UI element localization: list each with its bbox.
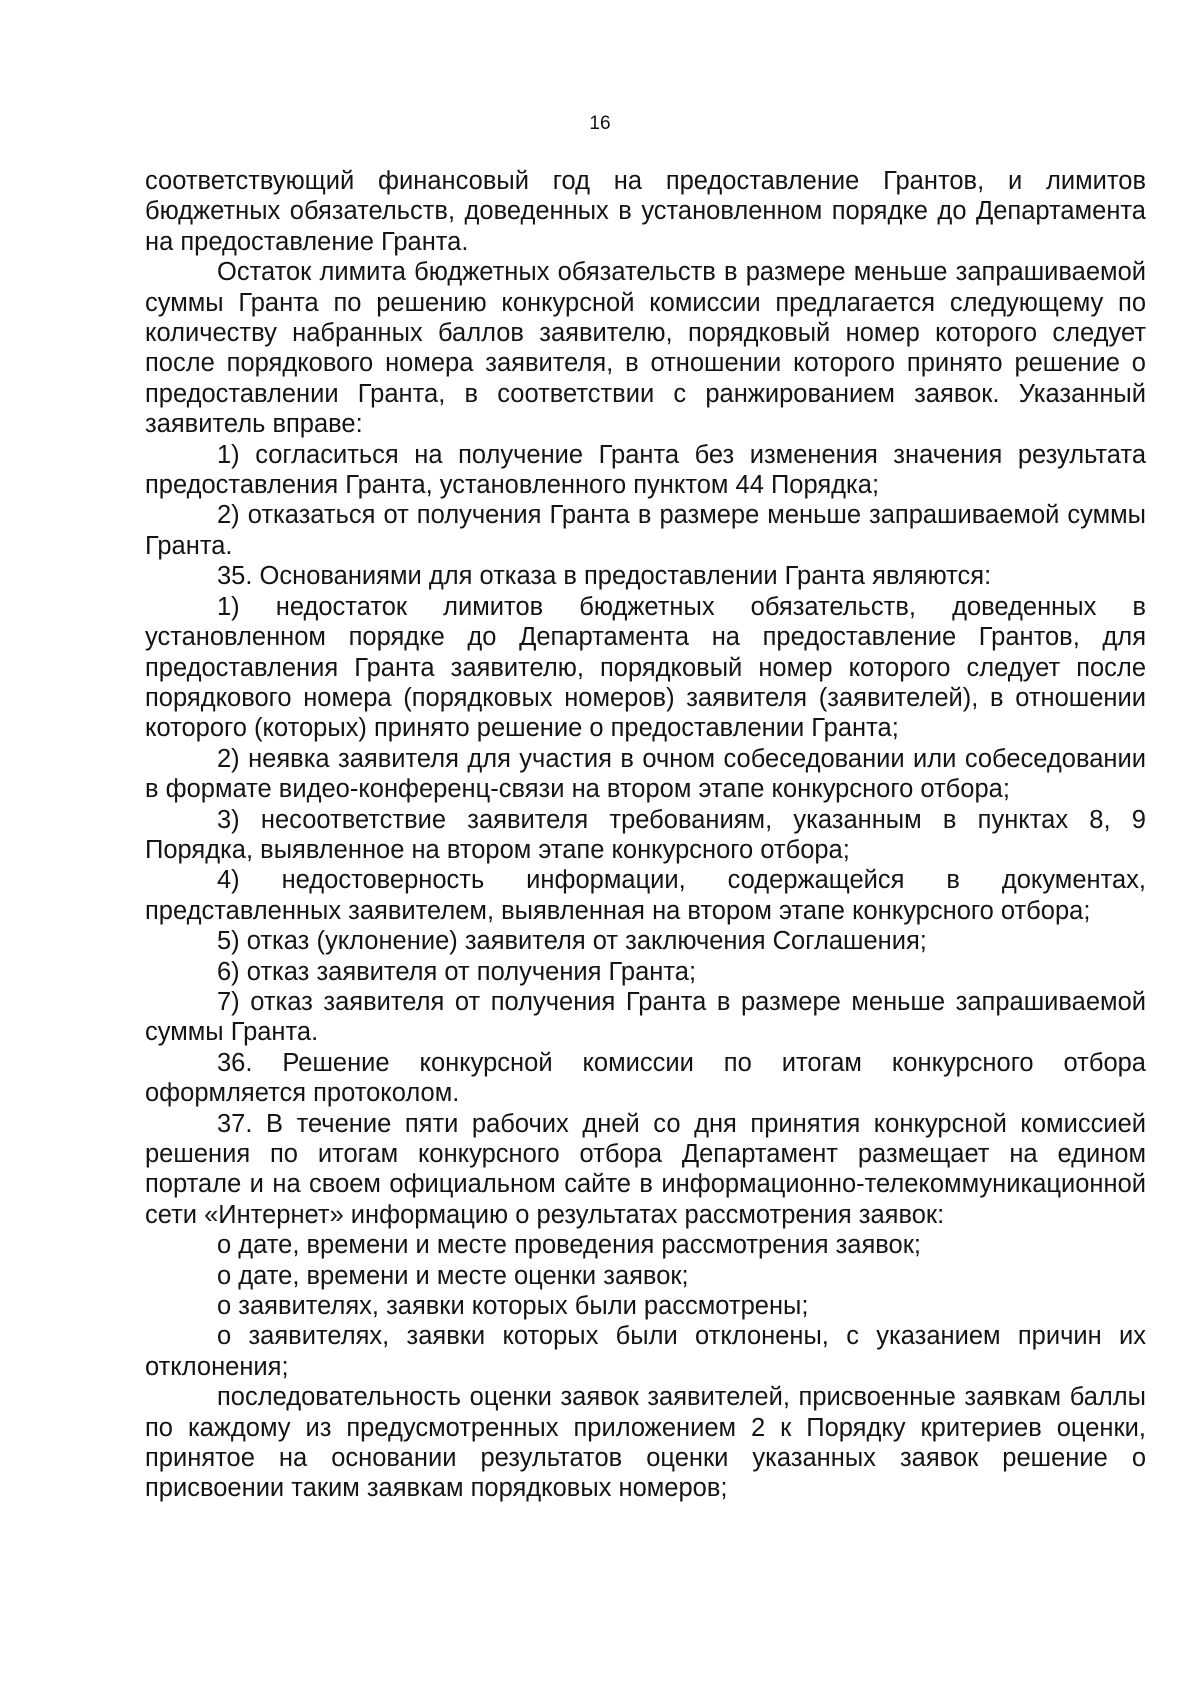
section-35-heading: 35. Основаниями для отказа в предоставлении Гранта являются: xyxy=(217,562,992,591)
section-36: 36. Решение конкурсной комиссии по итогам конкурсного отбора оформляется протоколом. xyxy=(145,1048,1146,1108)
list-item-37-review-date: о дате, времени и месте проведения рассмотрения заявок; xyxy=(217,1231,921,1260)
list-item-35-4: 4) недостоверность информации, содержащейся в документах, представленных заявителем, выявленная на втором этапе конкурсного отбора; xyxy=(145,866,1146,925)
list-item-35-2: 2) неявка заявителя для участия в очном собеседовании или собеседовании в формате видео-конференц-связи на втором этапе конкурсного отбора; xyxy=(145,744,1146,804)
list-item-37-reviewed-applicants: о заявителях, заявки которых были рассмотрены; xyxy=(217,1292,809,1321)
section-37: 37. В течение пяти рабочих дней со дня принятия конкурсной комиссией решения по итогам конкурсного отбора Департамент размещает на едином портале и на своем официальном сайте в информационно-телекоммуникационной сети «Интернет» информацию о результатах рассмотрения заявок: xyxy=(145,1109,1146,1229)
list-item-37-evaluation-date: о дате, времени и месте оценки заявок; xyxy=(217,1261,689,1290)
list-item-35-5: 5) отказ (уклонение) заявителя от заключения Соглашения; xyxy=(217,927,927,956)
list-item-37-evaluation-sequence: последовательность оценки заявок заявителей, присвоенные заявкам баллы по каждому из предусмотренных приложением 2 к Порядку критериев оценки, принятое на основании результатов оценки указанных заявок решение о присвоении таким заявкам порядковых номеров; xyxy=(145,1383,1146,1503)
paragraph-remaining-limit: Остаток лимита бюджетных обязательств в размере меньше запрашиваемой суммы Гранта по решению конкурсной комиссии предлагается следующему по количеству набранных баллов заявителю, порядковый номер которого следует после порядкового номера заявителя, в отношении которого принято решение о предоставлении Гранта, в соответствии с ранжированием заявок. Указанный заявитель вправе: xyxy=(145,258,1146,439)
list-item-35-6: 6) отказ заявителя от получения Гранта; xyxy=(217,957,697,986)
list-item-agree: 1) согласиться на получение Гранта без изменения значения результата предоставления Гранта, установленного пунктом 44 Порядка; xyxy=(145,440,1146,500)
list-item-refuse: 2) отказаться от получения Гранта в размере меньше запрашиваемой суммы Гранта. xyxy=(145,501,1146,560)
list-item-37-rejected-applicants: о заявителях, заявки которых были отклонены, с указанием причин их отклонения; xyxy=(145,1322,1146,1381)
paragraph-continuation: соответствующий финансовый год на предоставление Грантов, и лимитов бюджетных обязательств, доведенных в установленном порядке до Департамента на предоставление Гранта. xyxy=(145,167,1146,256)
page-number: 16 xyxy=(589,113,611,134)
list-item-35-3: 3) несоответствие заявителя требованиям, указанным в пунктах 8, 9 Порядка, выявленное на втором этапе конкурсного отбора; xyxy=(145,805,1146,864)
list-item-35-1: 1) недостаток лимитов бюджетных обязательств, доведенных в установленном порядке до Департамента на предоставление Грантов, для предоставления Гранта заявителю, порядковый номер которого следует после порядкового номера (порядковых номеров) заявителя (заявителей), в отношении которого (которых) принято решение о предоставлении Гранта; xyxy=(145,592,1146,743)
list-item-35-7: 7) отказ заявителя от получения Гранта в размере меньше запрашиваемой суммы Гранта. xyxy=(145,987,1146,1047)
document-body xyxy=(145,166,1146,1504)
